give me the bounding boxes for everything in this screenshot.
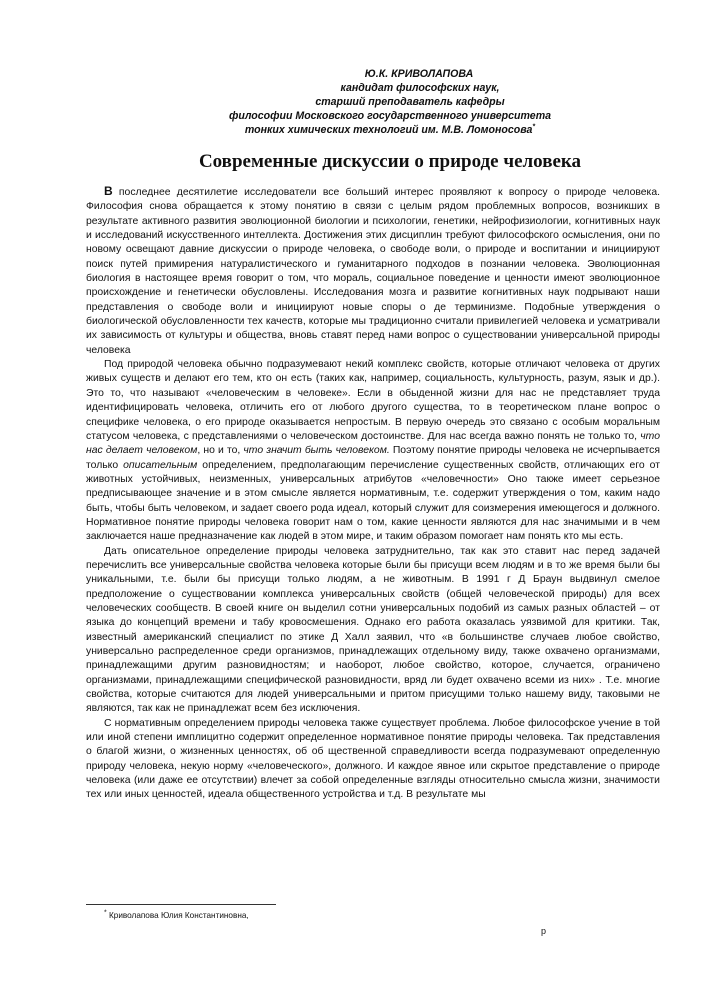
author-affiliation: философии Московского государственного университета [228,110,552,122]
paragraph-2-text-b: , но и то, [197,445,244,457]
paragraph-2-text-c: Поэтому понятие природы человека не исчерпывается только [86,445,660,471]
footnote-divider [86,904,276,905]
author-name: Ю.К. КРИВОЛАПОВА [364,68,474,80]
author-institution-text: тонких химических технологий им. М.В. Ломоносова [244,124,533,136]
paragraph-4: С нормативным определением природы человека также существует проблема. Любое философское учение в той или иной степени имплицитно содержит определенное нормативное понятие природы человека. Так представления о благой жизни, о жизненных ценностях, об об щественной справедливости всегда подразумевают определенную природу человека, некую норму «человеческого», должного. И каждое явное или скрытое представление о природе человека (или даже ее отсутствии) влечет за собой определенные взгляды относительно смысла жизни, значимости тех или иных ценностей, идеала общественного устройства и т.д. В результате мы [86,717,660,801]
paragraph-1 [86,184,660,358]
author-institution [100,123,680,137]
author-position: старший преподаватель кафедры [315,96,505,108]
page-marker: р [541,926,547,936]
paragraph-2-text-a: Под природой человека обычно подразумевают некий комплекс свойств, которые отличают человека от других живых существ и делают его тем, кто он есть (таких как, например, социальность, культурность, разум, язык и др.). Это то, что называют «человеческим в человеке». Если в обыденной жизни для нас не представляет труда идентифицировать человека, отличить его от любого другого существа, то в теоретическом плане вопрос о специфике человека, о его природе оказывается непростым. В первую очередь это связано с особым моральным статусом человека, с представлениями о человеческом достоинстве. Для нас всегда важно понять не только то, [86,359,660,442]
paragraph-2-text-d: определением, предполагающим перечисление существенных свойств, отличающих его от животных устойчивых, неизменных, универсальных атрибутов «человечности» Оно также имеет серьезное предписывающее значение и в этом смысле является нормативным, т.е. содержит утверждения о том, каким надо быть, чтобы быть человеком, и задает своего рода идеал, который служит для соизмерения имеющегося и должного. Нормативное понятие природы человека говорит нам о том, какие ценности являются для нас значимыми и в чем заключается наше предназначение как людей в этом мире, и таким образом помогает нам понять кто мы есть. [86,459,660,543]
author-degree: кандидат философских наук, [340,82,500,94]
footnote-reference[interactable]: * [532,123,536,131]
article-body [86,184,660,803]
footnote-text: Криволапова Юлия Константиновна, [106,911,249,920]
paragraph-2-emphasis-1: что нас делает человеком [86,430,660,457]
paragraph-2-emphasis-2: что значит быть человеком. [243,445,390,457]
paragraph-2-emphasis-3: описательным [123,459,198,471]
author-block [100,67,680,137]
footnote-mark: * [104,909,107,917]
paragraph-1-initial: В [104,184,113,198]
paragraph-2 [86,358,660,544]
footnote [104,910,249,921]
paragraph-1-text: последнее десятилетие исследователи все больший интерес проявляют к вопросу о природе человека. Философия снова обращается к этому понятию в связи с целым рядом проблемных вопросов, возникших в результате активного развития эволюционной биологии и психологии, генетики, нейрофизиологии, когнитивных наук и исследований искусственного интеллекта. Достижения этих дисциплин требуют философского осмысления, они по новому освещают давние дискуссии о природе человека, о свободе воли, о природе и воспитании и инициируют поиск путей примирения натуралистического и гуманитарного подходов в познании человека. Эволюционная биология в настоящее время говорит о том, что мораль, социальное поведение и ценности имеют эволюционное происхождение и генетически обусловлены. Исследования мозга и развитие когнитивных наук подрывают наши представления о свободе воли и инициируют новые споры о де терминизме. Подобные утверждения о биологической обусловленности тех качеств, которые мы традиционно считали привилегией человека и усматривали их зависимость от культуры и общества, вновь ставят перед нами вопрос о существовании универсальной природы человека [86,187,660,356]
article-title: Современные дискуссии о природе человека [198,151,582,172]
paragraph-3: Дать описательное определение природы человека затруднительно, так как это ставит нас перед задачей перечислить все универсальные свойства человека которые были бы присущи всем людям и в то же время были бы уникальными, т.е. были бы присущи только людям, а не животным. В 1991 г Д Браун выдвинул смелое предположение о существовании комплекса универсальных свойств (общей человеческой природы) для всех человеческих сообществ. В своей книге он выделил сотни универсальных подобий из самых разных областей – от языка до концепций времени и табу кровосмешения. Однако его работа оказалась уязвимой для критики. Так, известный американский специалист по этике Д Халл заявил, что «в большинстве случаев любое свойство, универсально распределенное среди организмов, принадлежащих отдельному виду, также охвачено организмами, принадлежащими другим разновидностям; и наоборот, любое свойство, которое, случается, ограничено организмами, принадлежащими специфической разновидности, вряд ли будет охвачено всеми из них» . Т.е. многие свойства, которые считаются для людей универсальными и притом присущими только нашему виду, таковыми не являются, так как не принадлежат всем без исключения. [86,545,660,715]
